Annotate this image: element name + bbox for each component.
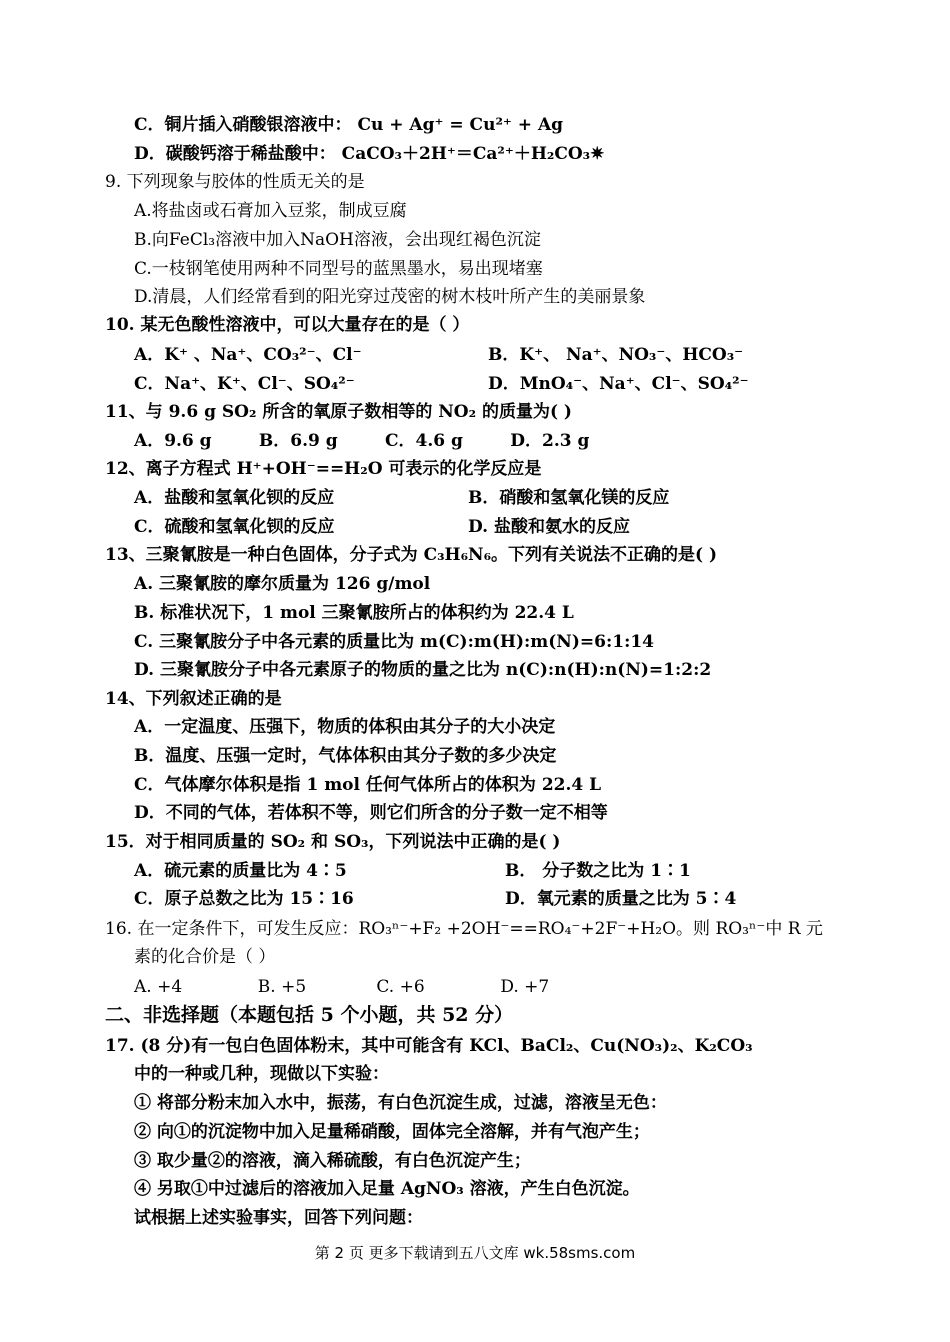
q17-step-3: ③ 取少量②的溶液，滴入稀硫酸，有白色沉淀产生； [134, 1151, 531, 1171]
q16-options: A. +4 B. +5 C. +6 D. +7 [134, 977, 550, 997]
q12-option-c: C．硫酸和氢氧化钡的反应 [134, 517, 335, 537]
q17-stem-line1: 17. (8 分)有一包白色固体粉末，其中可能含有 KCl、BaCl₂、Cu(NO₃)₂、K₂CO₃ [105, 1036, 753, 1056]
q16-stem-line1: 16. 在一定条件下，可发生反应：RO₃ⁿ⁻+F₂ +2OH⁻==RO₄⁻+2F⁻+H₂O。则 RO₃ⁿ⁻中 R 元 [105, 919, 823, 939]
q10-option-c: C．Na⁺、K⁺、Cl⁻、SO₄²⁻ [134, 374, 355, 394]
q15-stem: 15．对于相同质量的 SO₂ 和 SO₃，下列说法中正确的是( ) [105, 832, 561, 852]
q9-option-d: D.清晨，人们经常看到的阳光穿过茂密的树木枝叶所产生的美丽景象 [134, 287, 646, 307]
q17-step-1: ① 将部分粉末加入水中，振荡，有白色沉淀生成，过滤，溶液呈无色： [134, 1093, 667, 1113]
q14-option-b: B．温度、压强一定时，气体体积由其分子数的多少决定 [134, 746, 557, 766]
q13-option-b: B. 标准状况下，1 mol 三聚氰胺所占的体积约为 22.4 L [134, 603, 574, 623]
q11-options: A．9.6 g B．6.9 g C．4.6 g D．2.3 g [134, 431, 590, 451]
q16-stem-line2: 素的化合价是（ ） [134, 947, 276, 967]
q15-option-c: C．原子总数之比为 15∶16 [134, 889, 354, 909]
section-heading: 二、非选择题（本题包括 5 个小题，共 52 分） [105, 1004, 514, 1026]
q12-option-a: A．盐酸和氢氧化钡的反应 [134, 488, 335, 508]
q13-option-d: D. 三聚氰胺分子中各元素原子的物质的量之比为 n(C):n(H):n(N)=1:2:2 [134, 660, 712, 680]
q14-option-a: A．一定温度、压强下，物质的体积由其分子的大小决定 [134, 717, 556, 737]
q9-option-c: C.一枝钢笔使用两种不同型号的蓝黑墨水，易出现堵塞 [134, 259, 543, 279]
q15-option-d: D．氧元素的质量之比为 5∶4 [505, 889, 737, 909]
q11-stem: 11、与 9.6 g SO₂ 所含的氧原子数相等的 NO₂ 的质量为( ) [105, 402, 572, 422]
q9-stem: 9. 下列现象与胶体的性质无关的是 [105, 172, 365, 192]
page-footer: 第 2 页 更多下载请到五八文库 wk.58sms.com [314, 1244, 636, 1262]
q8-option-c: C．铜片插入硝酸银溶液中： Cu + Ag⁺ = Cu²⁺ + Ag [134, 115, 564, 135]
q13-stem: 13、三聚氰胺是一种白色固体，分子式为 C₃H₆N₆。下列有关说法不正确的是( ) [105, 545, 718, 565]
q12-option-b: B．硝酸和氢氧化镁的反应 [468, 488, 670, 508]
q17-step-4: ④ 另取①中过滤后的溶液加入足量 AgNO₃ 溶液，产生白色沉淀。 [134, 1179, 640, 1199]
q9-option-a: A.将盐卤或石膏加入豆浆，制成豆腐 [134, 201, 407, 221]
q9-option-b: B.向FeCl₃溶液中加入NaOH溶液，会出现红褐色沉淀 [134, 230, 541, 250]
q8-option-d: D．碳酸钙溶于稀盐酸中： CaCO₃＋2H⁺＝Ca²⁺＋H₂CO₃✷ [134, 144, 605, 164]
q17-step-2: ② 向①的沉淀物中加入足量稀硝酸，固体完全溶解，并有气泡产生； [134, 1122, 650, 1142]
q17-stem-line2: 中的一种或几种，现做以下实验： [134, 1064, 389, 1084]
q17-prompt: 试根据上述实验事实，回答下列问题： [134, 1208, 423, 1228]
q15-option-a: A．硫元素的质量比为 4∶5 [134, 861, 347, 881]
q12-option-d: D. 盐酸和氨水的反应 [468, 517, 630, 537]
q10-option-b: B．K⁺、 Na⁺、NO₃⁻、HCO₃⁻ [488, 345, 744, 365]
q13-option-c: C. 三聚氰胺分子中各元素的质量比为 m(C):m(H):m(N)=6:1:14 [134, 632, 655, 652]
q10-option-d: D．MnO₄⁻、Na⁺、Cl⁻、SO₄²⁻ [488, 374, 749, 394]
q10-stem: 10. 某无色酸性溶液中，可以大量存在的是（ ） [105, 315, 470, 335]
q13-option-a: A. 三聚氰胺的摩尔质量为 126 g/mol [134, 574, 431, 594]
q14-option-c: C．气体摩尔体积是指 1 mol 任何气体所占的体积为 22.4 L [134, 775, 602, 795]
q12-stem: 12、离子方程式 H⁺+OH⁻==H₂O 可表示的化学反应是 [105, 459, 542, 479]
q14-stem: 14、下列叙述正确的是 [105, 689, 282, 709]
q14-option-d: D．不同的气体，若体积不等，则它们所含的分子数一定不相等 [134, 803, 608, 823]
q15-option-b: B． 分子数之比为 1∶1 [505, 861, 691, 881]
q10-option-a: A．K⁺ 、Na⁺、CO₃²⁻、Cl⁻ [134, 345, 362, 365]
